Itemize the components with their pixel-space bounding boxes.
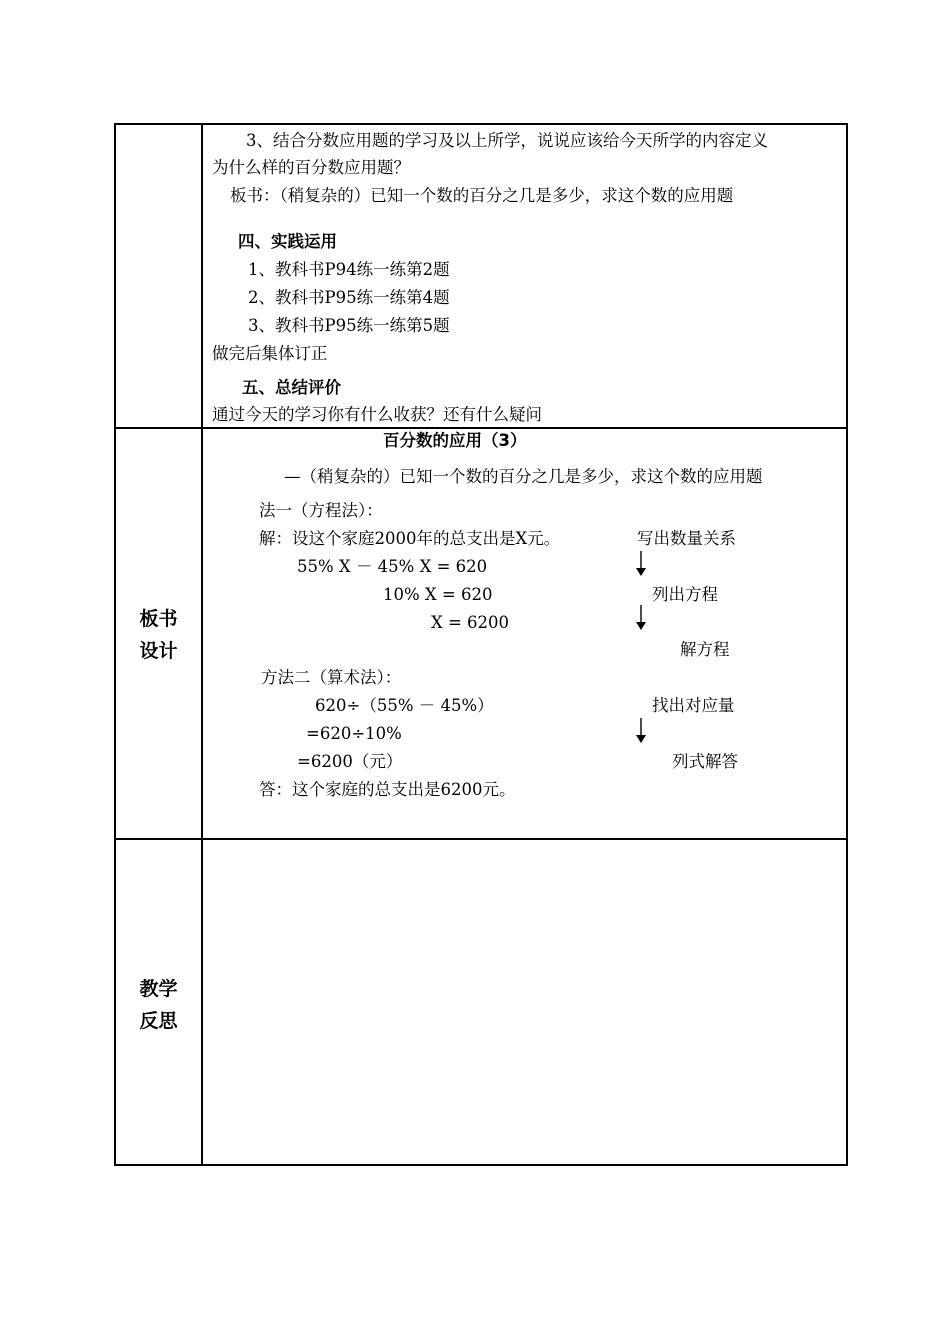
board-note: 板书：（稍复杂的）已知一个数的百分之几是多少，求这个数的应用题: [230, 186, 734, 205]
method-1-equation: 55% X － 45% X = 620: [297, 557, 488, 576]
column-divider: [201, 125, 203, 1164]
step-write-relation: 写出数量关系: [637, 529, 736, 548]
exercise-3: 3、教科书P95练一练第5题: [248, 316, 450, 335]
question-3-line2: 为什么样的百分数应用题？: [212, 158, 410, 177]
summary-question: 通过今天的学习你有什么收获？还有什么疑问: [212, 405, 542, 424]
step-list-equation: 列出方程: [652, 585, 718, 604]
reflection-label: [116, 973, 201, 1037]
exercise-1: 1、教科书P94练一练第2题: [248, 260, 450, 279]
method-1-result: X = 6200: [431, 613, 510, 632]
board-design-label: [116, 603, 201, 667]
section-5-title: 五、总结评价: [242, 378, 341, 397]
step-find-correspondence: 找出对应量: [652, 696, 735, 715]
board-title: 百分数的应用（3）: [383, 431, 527, 450]
method-2-line2: =620÷10%: [306, 724, 402, 743]
row-divider-2: [116, 838, 846, 840]
question-3-line1: 3、结合分数应用题的学习及以上所学，说说应该给今天所学的内容定义: [246, 131, 768, 150]
down-arrow-icon: [634, 718, 648, 744]
correction-note: 做完后集体订正: [212, 344, 328, 363]
down-arrow-icon: [634, 605, 648, 631]
method-2-line1: 620÷（55% － 45%）: [315, 696, 494, 715]
method-1-simplified: 10% X = 620: [383, 585, 493, 604]
method-1-title: 法一（方程法）：: [259, 501, 383, 520]
method-2-title: 方法二（算术法）：: [261, 668, 402, 687]
method-2-line3: =6200（元）: [297, 752, 403, 771]
exercise-2: 2、教科书P95练一练第4题: [248, 288, 450, 307]
row-divider-1: [116, 427, 846, 429]
down-arrow-icon: [634, 551, 648, 577]
lesson-plan-table: [114, 123, 848, 1166]
board-label-line1: 板书: [139, 608, 178, 630]
section-4-title: 四、实践运用: [238, 232, 337, 251]
board-subtitle: —（稍复杂的）已知一个数的百分之几是多少，求这个数的应用题: [284, 467, 763, 486]
final-answer: 答：这个家庭的总支出是6200元。: [259, 780, 516, 799]
board-label-line2: 设计: [139, 640, 178, 662]
reflection-label-line2: 反思: [139, 1010, 178, 1032]
method-1-setup: 解：设这个家庭2000年的总支出是X元。: [259, 529, 561, 548]
step-write-solution: 列式解答: [672, 752, 738, 771]
reflection-label-line1: 教学: [139, 978, 178, 1000]
step-solve-equation: 解方程: [680, 640, 730, 659]
